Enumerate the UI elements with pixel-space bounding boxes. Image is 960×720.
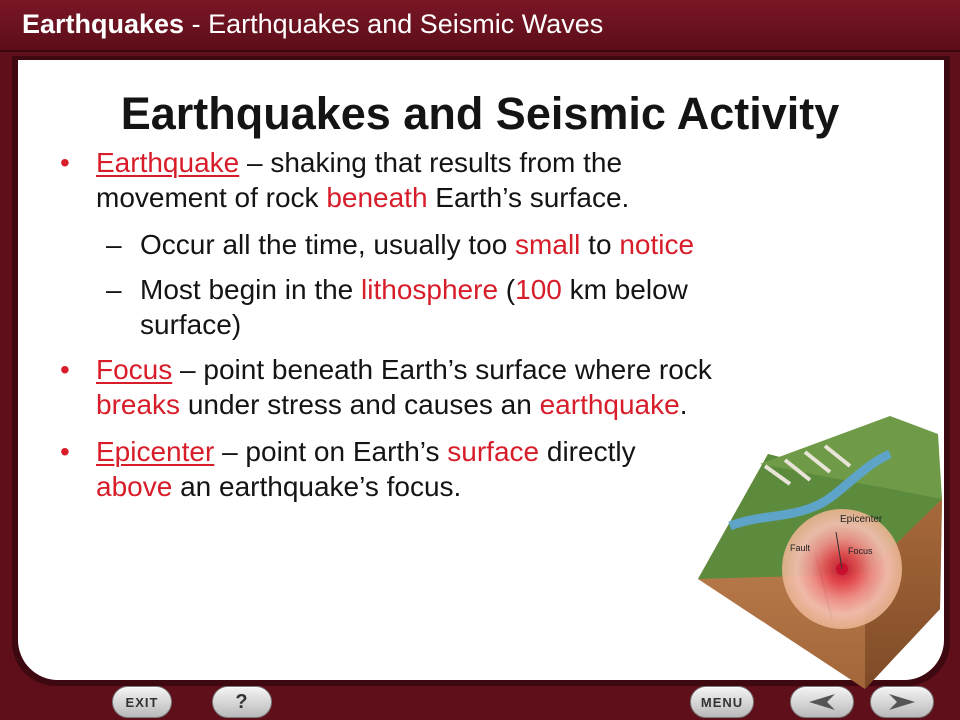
sub-bullet-text: to: [580, 229, 620, 260]
previous-button[interactable]: [790, 686, 854, 718]
sub-bullet-text: km below surface): [140, 274, 688, 340]
menu-button[interactable]: MENU: [690, 686, 754, 718]
next-button[interactable]: [870, 686, 934, 718]
diagram-epicenter-label: Epicenter: [840, 514, 883, 525]
highlight-word: small: [515, 229, 581, 260]
bullet-dot: •: [60, 147, 70, 178]
bullet-text: Earth’s surface.: [427, 182, 630, 213]
sub-bullet-dash: –: [106, 229, 122, 260]
sub-bullet-text: Most begin in the: [140, 274, 362, 305]
sub-bullet-dash: –: [106, 274, 122, 305]
bullet-earthquake: [60, 145, 756, 215]
bullet-text: – point beneath Earth’s surface where rock: [172, 354, 712, 385]
right-arrow-icon: [885, 692, 919, 712]
lesson-name: Earthquakes and Seismic Waves: [208, 9, 604, 39]
bullet-dot: •: [60, 354, 70, 385]
term-focus: Focus: [96, 354, 173, 385]
bullet-dot: •: [60, 436, 70, 467]
highlight-word: surface: [447, 436, 540, 467]
slide-title: Earthquakes and Seismic Activity: [120, 88, 840, 139]
bullet-text: .: [679, 389, 688, 420]
header-bar: [0, 0, 960, 52]
bullet-epicenter: [60, 434, 716, 504]
sub-bullet-text: Occur all the time, usually too: [140, 229, 516, 260]
highlight-word: beneath: [326, 182, 428, 213]
bullet-text: an earthquake’s focus.: [172, 471, 462, 502]
highlight-word: above: [96, 471, 173, 502]
bullet-focus: [60, 352, 716, 422]
sub-bullet-occurrence: [60, 227, 760, 262]
highlight-word: earthquake: [539, 389, 680, 420]
term-epicenter: Epicenter: [96, 436, 215, 467]
earthquake-diagram: [690, 404, 960, 694]
sub-bullet-depth: [60, 272, 760, 342]
highlight-number: 100: [515, 274, 562, 305]
highlight-word: notice: [619, 229, 695, 260]
term-earthquake: Earthquake: [96, 147, 240, 178]
slide-content: [60, 145, 760, 516]
bullet-text: – point on Earth’s: [214, 436, 448, 467]
nav-bar: [0, 682, 960, 720]
sub-bullet-text: (: [498, 274, 516, 305]
diagram-focus-label: Focus: [848, 546, 873, 556]
bullet-text: under stress and causes an: [180, 389, 540, 420]
header-title: [22, 9, 603, 39]
exit-button[interactable]: EXIT: [112, 686, 172, 718]
bullet-text: directly: [539, 436, 636, 467]
title-separator: -: [184, 9, 209, 39]
highlight-word: lithosphere: [361, 274, 499, 305]
highlight-word: breaks: [96, 389, 181, 420]
help-button[interactable]: ?: [212, 686, 272, 718]
left-arrow-icon: [805, 692, 839, 712]
bullet-text: – shaking that results from the movement of rock: [96, 147, 623, 213]
diagram-fault-label: Fault: [790, 543, 811, 553]
section-name: Earthquakes: [22, 9, 185, 39]
